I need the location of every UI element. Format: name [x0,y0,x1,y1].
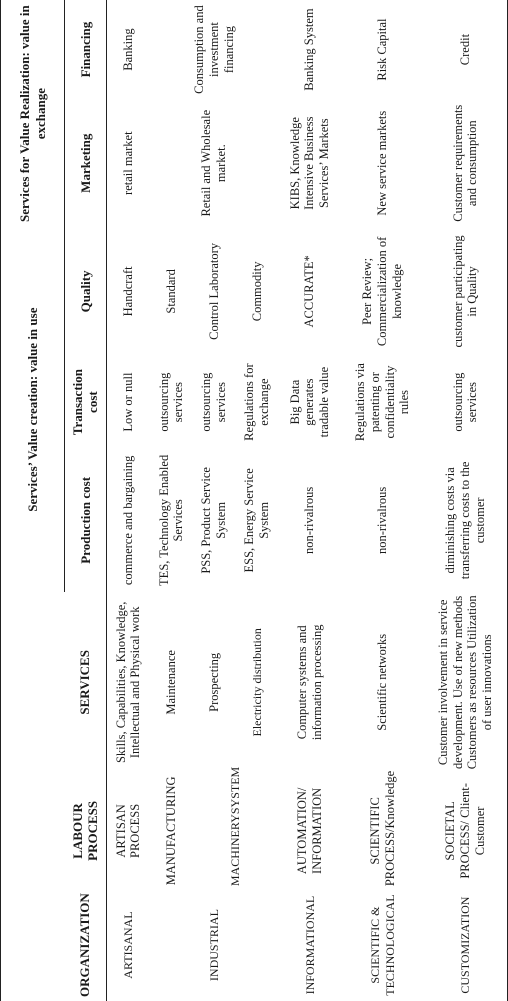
labour-process-cell: MANUFACTURING [163,776,178,886]
quality-cell: Peer Review; Commercialization of knowledge [360,236,404,347]
quality-cell: Standard [163,269,178,314]
transaction-cost-cell: Big Data generates tradable value [287,366,332,438]
organization-cell: ARTISANAL [121,911,136,979]
marketing-cell: retail market [121,131,136,195]
services-cell: Scientific networks [375,633,390,731]
services-cell: Skills, Capabilities, Knowledge, Intellectual and Physical work [113,601,143,764]
transaction-cost-cell: Regulations via patenting or confidentiality rules [353,363,412,442]
transaction-cost-cell: outsourcing services [156,372,186,432]
transaction-cost-cell: outsourcing services [450,372,480,432]
labour-process-cell: MACHINERYSYSTEM [228,766,243,887]
financing-cell: Consumption and investment financing [192,5,236,94]
col-header-services: SERVICES [64,592,107,773]
col-header-financing: Financing [64,0,107,99]
col-header-labour-process: LABOUR PROCESS [64,773,107,890]
table-row [107,0,150,1001]
services-cell: Electricity distribution [249,628,264,737]
labour-process-cell: SCIENTIFIC PROCESS/Knowledge [367,770,397,887]
organization-cell: CUSTOMIZATION [458,896,473,994]
table-row [341,0,424,1001]
col-header-transaction-cost: Transaction cost [64,355,107,448]
financing-cell: Banking [121,28,136,71]
group-header-value-in-exchange: Services for Value Realization: value in exchange [1,0,65,227]
quality-cell: Handcraft [121,266,136,317]
organization-cell: SCIENTIFIC & TECHNOLOGICAL [368,894,397,996]
transaction-cost-cell: outsourcing services [199,372,229,432]
col-header-marketing: Marketing [64,99,107,227]
labour-process-cell: ARTISAN PROCESS [113,803,143,858]
labour-process-cell: SOCIETAL PROCESS/ Client-Customer [443,783,487,879]
production-cost-cell: ESS, Energy Service System [242,468,271,573]
marketing-cell: Customer requirements and consumption [450,104,480,222]
marketing-cell: KIBS, Knowledge Intensive Business Services’ Markets [287,116,332,210]
labour-process-cell: AUTOMATION/ INFORMATION [294,787,324,875]
marketing-cell: New service markets [375,110,390,216]
table-row [278,0,341,1001]
table-row [424,0,508,1001]
transaction-cost-cell: Low or null [121,372,136,432]
production-cost-cell: TES, Technology Enabled Services [156,454,186,586]
financing-cell: Credit [458,33,473,66]
organization-cell: INDUSTRIAL [207,909,222,982]
quality-cell: Control Laboratory [206,242,221,340]
production-cost-cell: PSS, Product Service System [199,467,229,574]
production-cost-cell: commerce and bargaining [121,455,136,586]
quality-cell: customer participating in Quality [450,235,480,348]
financing-cell: Banking System [302,8,317,91]
quality-cell: Commodity [249,261,264,322]
services-cell: Customer involvement in service development. Use of new methods Customers as resources Utilization of user innovations [435,595,495,770]
services-cell: Prospecting [206,652,221,712]
col-header-organization: ORGANIZATION [64,889,107,1001]
transaction-cost-cell: Regulations for exchange [242,363,271,441]
table-row [150,0,193,1001]
financing-cell: Risk Capital [375,18,390,81]
quality-cell: ACCURATE* [302,255,317,328]
col-header-production-cost: Production cost [64,449,107,592]
production-cost-cell: diminishing costs via transferring costs to the customer [443,461,487,580]
production-cost-cell: non-rivalrous [302,486,317,555]
organization-cell: INFORMATIONAL [302,895,317,995]
marketing-cell: Retail and Wholesale market. [199,109,229,217]
services-cell: Maintenance [163,650,178,715]
group-header-row [1,0,65,1001]
production-cost-cell: non-rivalrous [375,486,390,555]
services-cell: Computer systems and information processing [294,624,324,741]
column-header-row [64,0,107,1001]
col-header-quality: Quality [64,227,107,355]
group-header-value-in-use: Services’ Value creation: value in use [1,227,65,592]
